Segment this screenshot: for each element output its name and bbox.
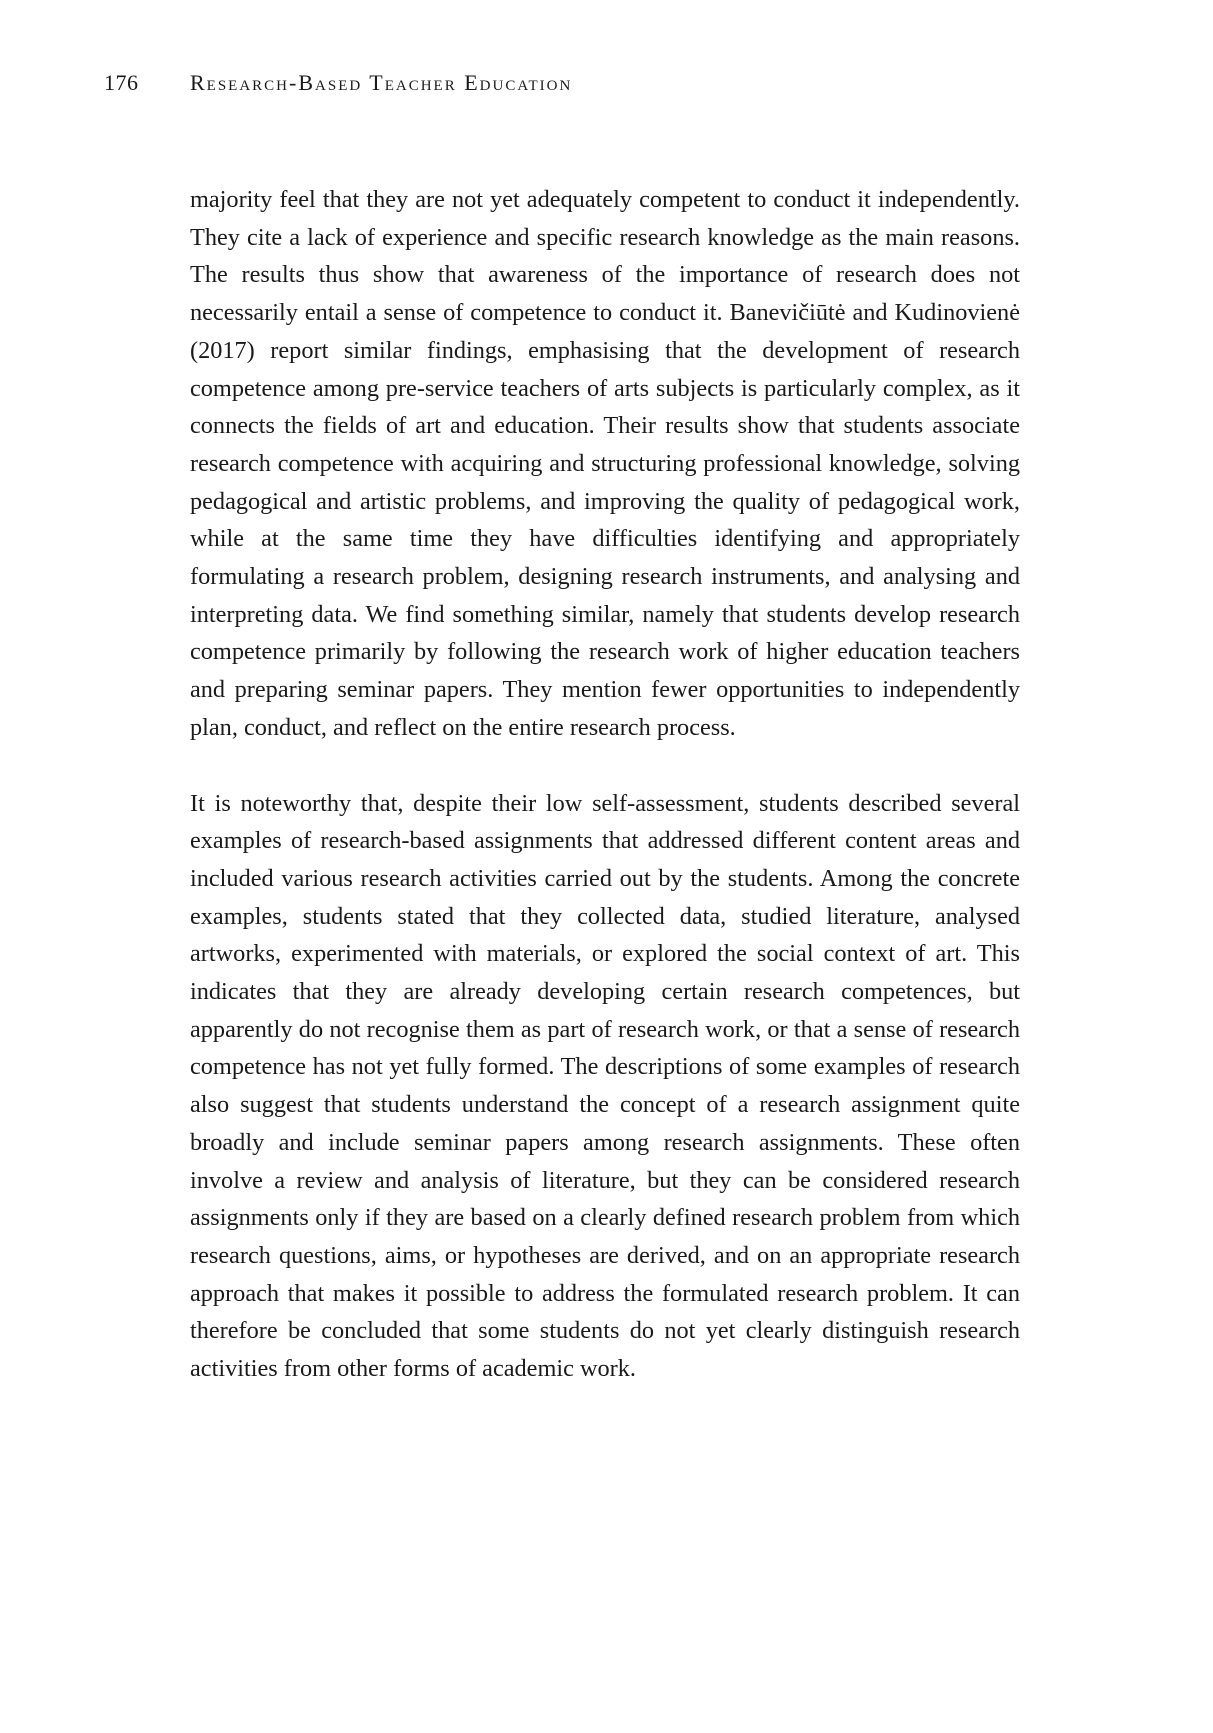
body-text	[190, 181, 1020, 1388]
page-number: 176	[104, 70, 139, 95]
paragraph-1: majority feel that they are not yet adequately competent to conduct it independently. They cite a lack of experience and specific research knowledge as the main reasons. The results thus show that awareness of the importance of research does not necessarily entail a sense of competence to conduct it. Banevičiūtė and Kudinovienė (2017) report similar findings, emphasising that the development of research competence among pre-service teachers of arts subjects is particularly complex, as it connects the fields of art and education. Their results show that students associate research competence with acquiring and structuring professional knowledge, solving pedagogical and artistic problems, and improving the quality of pedagogical work, while at the same time they have difficulties identifying and appropriately formulating a research problem, designing research instruments, and analysing and interpreting data. We find something similar, namely that students develop research competence primarily by following the research work of higher education teachers and preparing seminar papers. They mention fewer opportunities to independently plan, conduct, and reflect on the entire research process.	[190, 186, 1020, 741]
running-title: Research-Based Teacher Education	[190, 70, 573, 95]
paragraph-2: It is noteworthy that, despite their low self-assessment, students described several examples of research-based assignments that addressed different content areas and included various research activities carried out by the students. Among the concrete examples, students stated that they collected data, studied literature, analysed artworks, experimented with materials, or explored the social context of art. This indicates that they are already developing certain research competences, but apparently do not recognise them as part of research work, or that a sense of research competence has not yet fully formed. The descriptions of some examples of research also suggest that students understand the concept of a research assignment quite broadly and include seminar papers among research assignments. These often involve a review and analysis of literature, but they can be considered research assignments only if they are based on a clearly defined research problem from which research questions, aims, or hypotheses are derived, and on an appropriate research approach that makes it possible to address the formulated research problem. It can therefore be concluded that some students do not yet clearly distinguish research activities from other forms of academic work.	[190, 789, 1020, 1383]
running-head	[104, 70, 1084, 100]
